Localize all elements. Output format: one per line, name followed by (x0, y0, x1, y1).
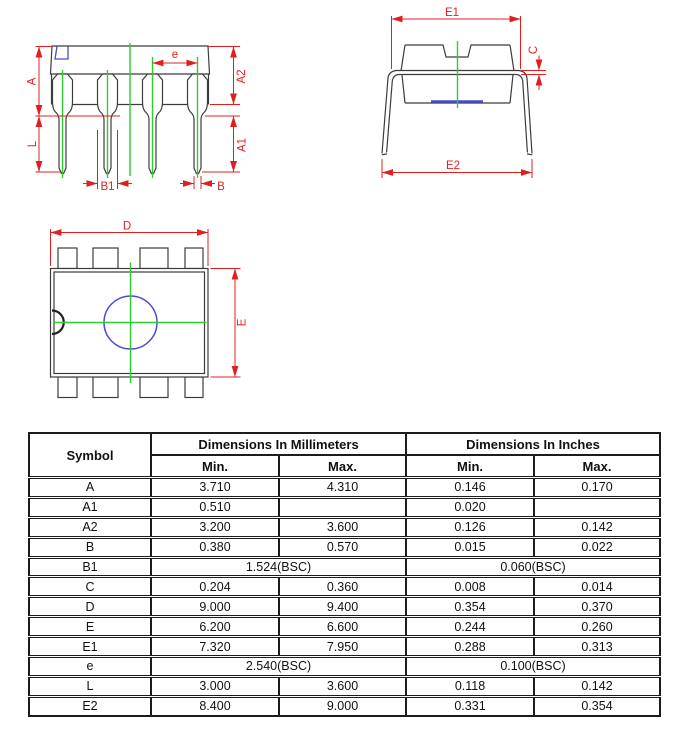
table-header-row (29, 433, 660, 455)
cell-in-max: 0.260 (534, 617, 660, 637)
side-labels (445, 7, 540, 172)
table-row (29, 478, 660, 498)
cell-sym: E (29, 617, 151, 637)
side-dimensions (382, 16, 546, 178)
dim-label-A: A (26, 77, 39, 86)
cell-in-min: 0.020 (406, 497, 534, 517)
cell-in-min: 0.331 (406, 696, 534, 715)
cell-sym: A1 (29, 497, 151, 517)
cell-mm-min: 7.320 (151, 637, 279, 657)
cell-in-min: 0.354 (406, 597, 534, 617)
cell-in-max: 0.142 (534, 676, 660, 696)
cell-in-min: 0.118 (406, 676, 534, 696)
cell-mm-max: 9.400 (279, 597, 406, 617)
cell-in-max: 0.354 (534, 696, 660, 715)
cell-in-max: 0.142 (534, 517, 660, 537)
cell-mm-max: 3.600 (279, 676, 406, 696)
dim-label-e: e (171, 49, 179, 61)
dim-label-B: B (217, 181, 225, 193)
dim-label-L: L (27, 140, 39, 148)
header-symbol: Symbol (29, 433, 151, 478)
cell-sym: C (29, 577, 151, 597)
cell-mm-min: 6.200 (151, 617, 279, 637)
header-group-in: Dimensions In Inches (406, 433, 660, 455)
cell-mm-max: 3.600 (279, 517, 406, 537)
cell-in-max: 0.170 (534, 478, 660, 498)
dim-label-E1: E1 (444, 7, 460, 19)
cell-mm-max: 6.600 (279, 617, 406, 637)
cell-mm-max: 7.950 (279, 637, 406, 657)
table-row (29, 637, 660, 657)
cell-in-max (534, 497, 660, 517)
cell-in-min: 0.015 (406, 537, 534, 557)
dimensions-table (28, 432, 661, 717)
cell-in-max: 0.014 (534, 577, 660, 597)
cell-mm-min: 3.000 (151, 676, 279, 696)
dim-label-B1: B1 (100, 181, 115, 193)
cell-sym: e (29, 657, 151, 677)
dim-label-C: C (528, 45, 540, 55)
table-row-span (29, 557, 660, 577)
cell-sym: A (29, 478, 151, 498)
cell-in-min: 0.288 (406, 637, 534, 657)
table-row-span (29, 657, 660, 677)
dim-label-A2: A2 (236, 69, 248, 84)
cell-mm-min: 9.000 (151, 597, 279, 617)
table-row (29, 597, 660, 617)
cell-in-min: 0.244 (406, 617, 534, 637)
header-group-mm: Dimensions In Millimeters (151, 433, 406, 455)
cell-mm-min: 0.204 (151, 577, 279, 597)
cell-mm-min: 3.200 (151, 517, 279, 537)
cell-sym: A2 (29, 517, 151, 537)
table-row (29, 497, 660, 517)
table-row (29, 696, 660, 715)
cell-in-min: 0.126 (406, 517, 534, 537)
cell-sym: E1 (29, 637, 151, 657)
cell-in-max: 0.370 (534, 597, 660, 617)
header-in-min: Min. (406, 455, 534, 478)
cell-sym: D (29, 597, 151, 617)
cell-in-max: 0.022 (534, 537, 660, 557)
top-view (51, 221, 249, 398)
cell-sym: B (29, 537, 151, 557)
cell-sym: E2 (29, 696, 151, 715)
header-mm-min: Min. (151, 455, 279, 478)
cell-in-span: 0.060(BSC) (406, 557, 660, 577)
cell-in-span: 0.100(BSC) (406, 657, 660, 677)
cell-mm-span: 1.524(BSC) (151, 557, 406, 577)
header-in-max: Max. (534, 455, 660, 478)
cell-mm-span: 2.540(BSC) (151, 657, 406, 677)
cell-in-min: 0.008 (406, 577, 534, 597)
cell-mm-max: 4.310 (279, 478, 406, 498)
side-view (382, 7, 546, 178)
cell-sym: B1 (29, 557, 151, 577)
cell-sym: L (29, 676, 151, 696)
cell-mm-max: 0.360 (279, 577, 406, 597)
cell-mm-min: 3.710 (151, 478, 279, 498)
cell-in-min: 0.146 (406, 478, 534, 498)
cell-mm-max (279, 497, 406, 517)
cell-mm-max: 9.000 (279, 696, 406, 715)
table-row (29, 537, 660, 557)
dim-label-A1: A1 (236, 137, 249, 153)
dim-label-D: D (122, 220, 132, 233)
dim-label-E: E (236, 318, 249, 327)
table-row (29, 517, 660, 537)
dim-label-E2: E2 (445, 160, 461, 172)
cell-mm-min: 8.400 (151, 696, 279, 715)
header-mm-max: Max. (279, 455, 406, 478)
table-row (29, 676, 660, 696)
cell-mm-min: 0.380 (151, 537, 279, 557)
cell-mm-min: 0.510 (151, 497, 279, 517)
table-row (29, 617, 660, 637)
cell-mm-max: 0.570 (279, 537, 406, 557)
cell-in-max: 0.313 (534, 637, 660, 657)
front-view (27, 43, 249, 193)
table-row (29, 577, 660, 597)
